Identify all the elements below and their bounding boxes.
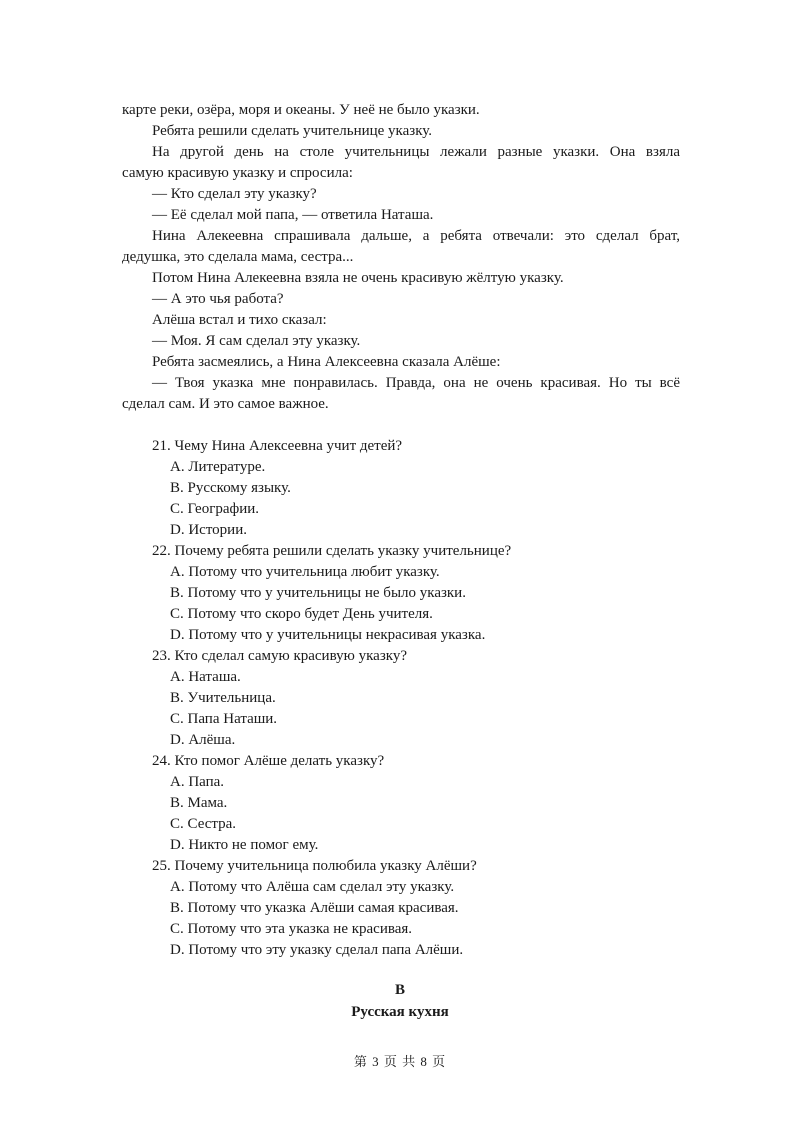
question-21-option-b: B. Русскому языку. (170, 480, 291, 496)
story-line: Ребята засмеялись, а Нина Алексеевна сказала Алёше: (152, 354, 501, 370)
story-line: сделал сам. И это самое важное. (122, 396, 329, 412)
story-line: дедушка, это сделала мама, сестра... (122, 249, 354, 265)
story-line: — Кто сделал эту указку? (152, 186, 317, 202)
question-21: 21. Чему Нина Алексеевна учит детей? (152, 438, 403, 454)
story-line: Нина Алекеевна спрашивала дальше, а ребята отвечали: это сделал брат, (152, 228, 680, 244)
story-line: — Моя. Я сам сделал эту указку. (152, 333, 361, 349)
question-22-option-d: D. Потому что у учительницы некрасивая указка. (170, 627, 486, 643)
question-21-option-c: C. Географии. (170, 501, 260, 517)
story-line: Ребята решили сделать учительнице указку. (152, 123, 433, 139)
story-line: — Её сделал мой папа, — ответила Наташа. (152, 207, 434, 223)
question-23-option-a: A. Наташа. (170, 669, 241, 685)
story-line: — А это чья работа? (152, 291, 284, 307)
story-line: карте реки, озёра, моря и океаны. У неё не было указки. (122, 102, 480, 118)
story-line: Алёша встал и тихо сказал: (152, 312, 327, 328)
question-24-option-a: A. Папа. (170, 774, 225, 790)
question-24: 24. Кто помог Алёше делать указку? (152, 753, 385, 769)
question-23-option-b: B. Учительница. (170, 690, 276, 706)
question-25-option-a: A. Потому что Алёша сам сделал эту указку. (170, 879, 455, 895)
question-25: 25. Почему учительница полюбила указку Алёши? (152, 858, 477, 874)
question-22-option-c: C. Потому что скоро будет День учителя. (170, 606, 433, 622)
question-25-option-c: C. Потому что эта указка не красивая. (170, 921, 413, 937)
question-21-option-a: A. Литературе. (170, 459, 266, 475)
story-line: — Твоя указка мне понравилась. Правда, она не очень красивая. Но ты всё (152, 375, 680, 391)
question-23-option-c: C. Папа Наташи. (170, 711, 278, 727)
section-title: Русская кухня (351, 1004, 449, 1020)
page-number-footer: 第 3 页 共 8 页 (353, 1054, 447, 1069)
question-23: 23. Кто сделал самую красивую указку? (152, 648, 407, 664)
question-22: 22. Почему ребята решили сделать указку учительнице? (152, 543, 512, 559)
question-22-option-b: B. Потому что у учительницы не было указки. (170, 585, 466, 601)
question-24-option-d: D. Никто не помог ему. (170, 837, 319, 853)
question-23-option-d: D. Алёша. (170, 732, 236, 748)
question-21-option-d: D. Истории. (170, 522, 247, 538)
question-24-option-b: B. Мама. (170, 795, 228, 811)
question-25-option-d: D. Потому что эту указку сделал папа Алёши. (170, 942, 464, 958)
question-24-option-c: C. Сестра. (170, 816, 237, 832)
question-22-option-a: A. Потому что учительница любит указку. (170, 564, 440, 580)
section-letter: B (394, 982, 405, 998)
question-25-option-b: B. Потому что указка Алёши самая красивая. (170, 900, 459, 916)
story-line: Потом Нина Алекеевна взяла не очень красивую жёлтую указку. (152, 270, 564, 286)
story-line: На другой день на столе учительницы лежали разные указки. Она взяла (152, 144, 680, 160)
story-line: самую красивую указку и спросила: (122, 165, 353, 181)
